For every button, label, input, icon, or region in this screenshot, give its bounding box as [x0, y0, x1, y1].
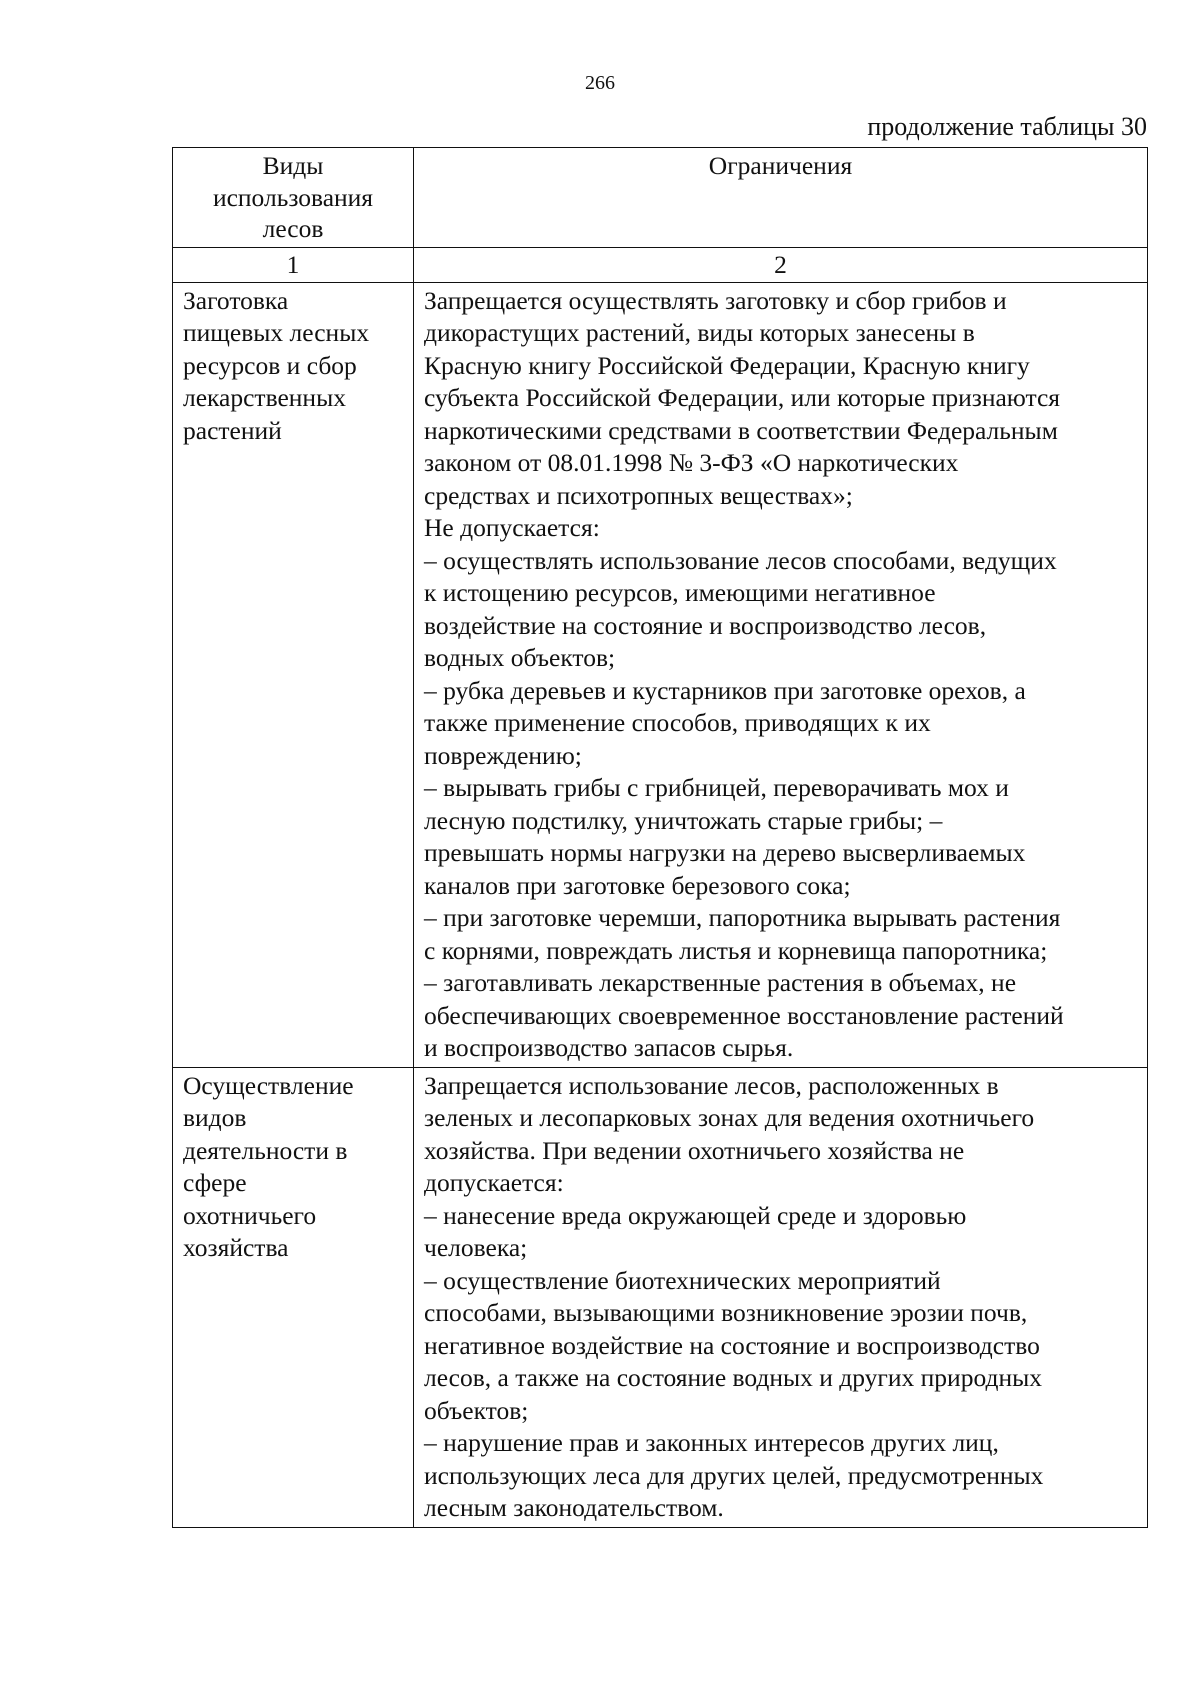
forest-use-type-line: пищевых лесных [183, 318, 370, 347]
restriction-line: субъекта Российской Федерации, или которые признаются [424, 383, 1060, 412]
header-col1-line: лесов [262, 214, 324, 243]
table-header-row [173, 148, 1148, 248]
restriction-line: обеспечивающих своевременное восстановление растений [424, 1000, 1064, 1030]
restriction-line: с корнями, повреждать листья и корневища папоротника; [424, 935, 1048, 965]
restriction-line: – осуществление биотехнических мероприятий [424, 1265, 941, 1295]
table-row [173, 1067, 1148, 1527]
restriction-line: наркотическими средствами в соответствии Федеральным [424, 415, 1058, 445]
restriction-line: средствах и психотропных веществах»; [424, 480, 853, 510]
restriction-line: лесов, а также на состояние водных и других природных [424, 1363, 1042, 1392]
restrictions-cell [414, 1067, 1148, 1527]
restriction-line: негативное воздействие на состояние и воспроизводство [424, 1330, 1040, 1360]
restriction-line: человека; [424, 1233, 528, 1262]
forest-use-type-cell [173, 282, 414, 1067]
restriction-line: также применение способов, приводящих к их [424, 708, 931, 737]
forest-use-type-line: лекарственных [183, 383, 346, 412]
restrictions-cell [414, 282, 1148, 1067]
forest-use-type-line: сфере [183, 1168, 247, 1197]
forest-use-type-cell [173, 1067, 414, 1527]
restriction-line: лесную подстилку, уничтожать старые грибы; – [424, 805, 943, 835]
restriction-line: использующих леса для других целей, предусмотренных [424, 1460, 1044, 1490]
restriction-line: допускается: [424, 1168, 564, 1197]
restriction-line: – при заготовке черемши, папоротника вырывать растения [424, 903, 1061, 932]
restriction-line: лесным законодательством. [424, 1493, 724, 1522]
forest-use-type-line: Заготовка [183, 285, 289, 315]
header-forest-use-type [173, 148, 414, 248]
restriction-line: и воспроизводство запасов сырья. [424, 1033, 794, 1062]
forest-use-type-line: растений [183, 415, 282, 445]
restriction-line: – заготавливать лекарственные растения в объемах, не [424, 968, 1017, 997]
restriction-line: – нанесение вреда окружающей среде и здоровью [424, 1200, 967, 1230]
restriction-line: Запрещается осуществлять заготовку и сбор грибов и [424, 285, 1007, 315]
restriction-line: к истощению ресурсов, имеющими негативное [424, 578, 936, 607]
restriction-line: водных объектов; [424, 643, 616, 672]
table-row [173, 282, 1148, 1067]
table-continuation-caption: продолжение таблицы 30 [867, 112, 1147, 141]
restriction-line: – нарушение прав и законных интересов других лиц, [424, 1428, 999, 1457]
restriction-line: Не допускается: [424, 513, 600, 542]
header-col1-line: Виды [262, 151, 324, 180]
header-col1-line: использования [212, 182, 374, 212]
column-number-2: 2 [414, 247, 1148, 282]
forest-use-type-line: хозяйства [183, 1233, 289, 1262]
forest-use-type-line: Осуществление [183, 1070, 354, 1100]
restriction-line: дикорастущих растений, виды которых занесены в [424, 318, 975, 347]
restriction-line: превышать нормы нагрузки на дерево высверливаемых [424, 838, 1026, 867]
restriction-line: объектов; [424, 1395, 529, 1425]
restriction-line: – осуществлять использование лесов способами, ведущих [424, 545, 1057, 575]
restriction-line: повреждению; [424, 740, 582, 770]
column-number-1: 1 [173, 247, 414, 282]
forest-use-type-line: ресурсов и сбор [183, 350, 357, 380]
page-number: 266 [585, 72, 615, 94]
header-restrictions: Ограничения [414, 148, 1148, 248]
forest-use-type-line: охотничьего [183, 1200, 317, 1230]
restriction-line: зеленых и лесопарковых зонах для ведения охотничьего [424, 1103, 1035, 1132]
forest-use-type-line: деятельности в [183, 1135, 348, 1165]
restrictions-table [172, 147, 1148, 1528]
restriction-line: хозяйства. При ведении охотничьего хозяйства не [424, 1135, 965, 1165]
restriction-line: Красную книгу Российской Федерации, Красную книгу [424, 350, 1030, 380]
restriction-line: – вырывать грибы с грибницей, переворачивать мох и [424, 773, 1009, 802]
restriction-line: – рубка деревьев и кустарников при заготовке орехов, а [424, 675, 1026, 705]
restriction-line: каналов при заготовке березового сока; [424, 870, 851, 900]
column-number-row [173, 247, 1148, 282]
restriction-line: Запрещается использование лесов, расположенных в [424, 1070, 999, 1100]
forest-use-type-line: видов [183, 1103, 247, 1132]
restriction-line: законом от 08.01.1998 № 3-ФЗ «О наркотических [424, 448, 959, 477]
restriction-line: воздействие на состояние и воспроизводство лесов, [424, 610, 987, 640]
restriction-line: способами, вызывающими возникновение эрозии почв, [424, 1298, 1028, 1327]
